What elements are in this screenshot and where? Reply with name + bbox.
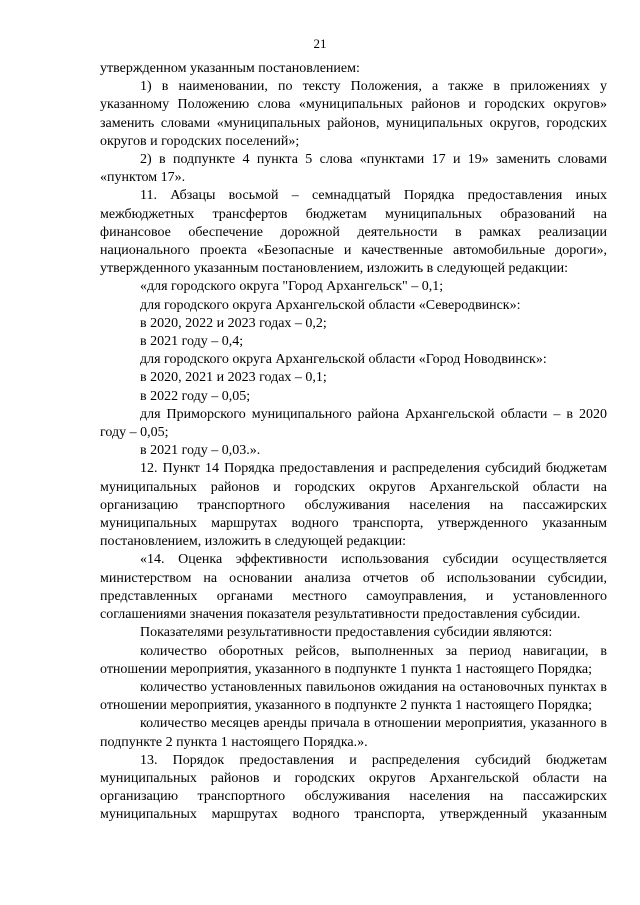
paragraph-continuation: утвержденном указанным постановлением: xyxy=(100,61,360,76)
indicator-round-trips: количество оборотных рейсов, выполненных за период навигации, в отношении мероприятия, указанного в подпункте 1 пункта 1 настоящего Порядка; xyxy=(100,643,607,677)
coefficient-novodvinsk-2022: в 2022 году – 0,05; xyxy=(140,388,251,404)
indicators-heading: Показателями результативности предоставления субсидии являются: xyxy=(140,625,553,641)
coefficient-severodvinsk-heading: для городского округа Архангельской области «Северодвинск»: xyxy=(140,297,521,313)
section-13: 13. Порядок предоставления и распределения субсидий бюджетам муниципальных районов и городских округов Архангельской области на организацию транспортного обслуживания населения на пассажирских муниципальных маршрутах водного транспорта, утвержденный указанным xyxy=(100,752,607,823)
clause-14-text: «14. Оценка эффективности использования субсидии осуществляется министерством на основании анализа отчетов об использовании субсидии, представленных органами местного самоуправления, и установленного соглашениями значения показателя результативности предоставления субсидии. xyxy=(100,552,607,623)
coefficient-novodvinsk-heading: для городского округа Архангельской области «Город Новодвинск»: xyxy=(140,352,547,368)
amendment-item-1: 1) в наименовании, по тексту Положения, а также в приложениях у указанному Положению слова «муниципальных районов и городских округов» заменить словами «муниципальных районов, муниципальных округов, городских округов и городских поселений»; xyxy=(100,79,607,149)
section-12: 12. Пункт 14 Порядка предоставления и распределения субсидий бюджетам муниципальных районов и городских округов Архангельской области на организацию транспортного обслуживания населения на пассажирских муниципальных маршрутах водного транспорта, утвержденного указанным постановлением, изложить в следующей редакции: xyxy=(100,461,607,550)
coefficient-severodvinsk-2020: в 2020, 2022 и 2023 годах – 0,2; xyxy=(140,315,327,331)
page-number: 21 xyxy=(313,36,327,51)
section-11: 11. Абзацы восьмой – семнадцатый Порядка предоставления иных межбюджетных трансфертов бюджетам муниципальных образований на финансовое обеспечение дорожной деятельности в рамках реализации национального проекта «Безопасные и качественные автомобильные дороги», утвержденного указанным постановлением, изложить в следующей редакции: xyxy=(100,188,607,277)
coefficient-primorsky: для Приморского муниципального района Архангельской области – в 2020 году – 0,05; xyxy=(100,406,607,441)
indicator-pier-rental: количество месяцев аренды причала в отношении мероприятия, указанного в подпункте 2 пункта 1 настоящего Порядка.». xyxy=(100,716,607,750)
coefficient-severodvinsk-2021: в 2021 году – 0,4; xyxy=(140,334,244,350)
coefficient-primorsky-2021: в 2021 году – 0,03.». xyxy=(140,443,261,459)
indicator-pavilions: количество установленных павильонов ожидания на остановочных пунктах в отношении мероприятия, указанного в подпункте 2 пункта 1 настоящего Порядка; xyxy=(100,679,607,714)
coefficient-novodvinsk-2020: в 2020, 2021 и 2023 годах – 0,1; xyxy=(140,370,327,386)
amendment-item-2: 2) в подпункте 4 пункта 5 слова «пунктами 17 и 19» заменить словами «пунктом 17». xyxy=(100,152,607,186)
document-body xyxy=(100,60,607,825)
coefficient-arkhangelsk: «для городского округа "Город Архангельск" – 0,1; xyxy=(140,279,444,295)
